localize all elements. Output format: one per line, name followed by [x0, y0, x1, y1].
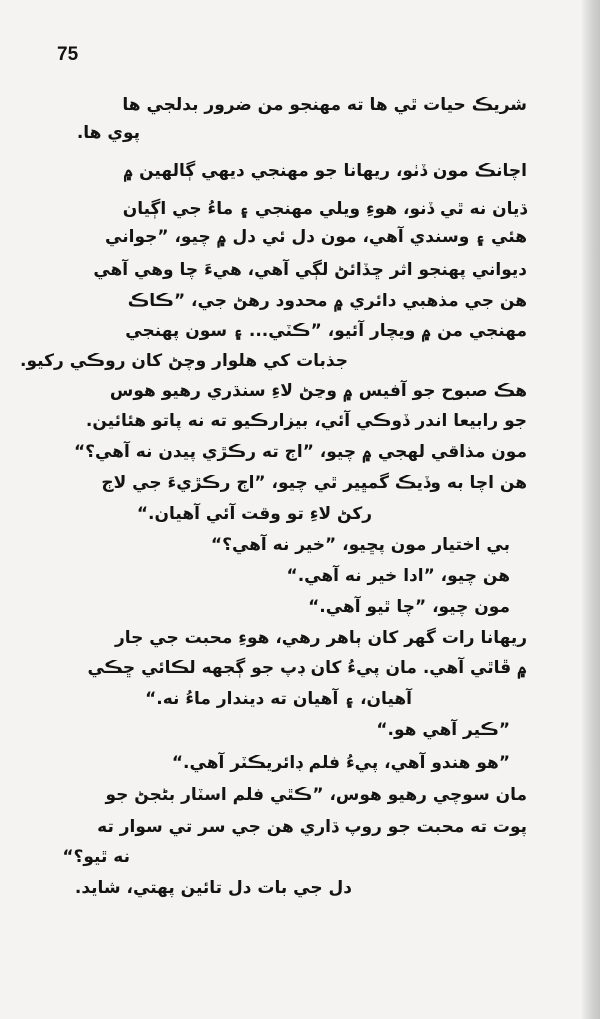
- text-line: هڪ صبوح جو آفيس ۾ وڃڻ لاءِ سنڌري رهيو هوس: [109, 381, 527, 401]
- text-line: جذبات کي هلوار وچڻ کان روڪي رکيو.: [20, 351, 348, 371]
- text-line: ”ڪير آهي هو.“: [376, 720, 510, 740]
- text-line: ديواني پهنجو اثر ڇڏائڻ لڳي آهي، هيءَ چا وهي آهي: [93, 260, 527, 280]
- text-line: ريهانا رات گهر کان ٻاهر رهي، هوءِ محبت جي جار: [114, 628, 527, 648]
- text-line: ”هو هندو آهي، پيءُ فلم ڊائريڪٽر آهي.“: [171, 753, 510, 773]
- text-line: مون مذاقي لهجي ۾ چيو، ”اڄ ته رڪڙي پيدن نه آهي؟“: [73, 442, 527, 462]
- text-line: مان سوچي رهيو هوس، ”ڪٿي فلم اسٽار بڻجڻ جو: [105, 785, 527, 805]
- text-line: هن جي مذهبي دائري ۾ محدود رهڻ جي، ”ڪاڪ: [127, 291, 527, 311]
- text-line: مون چيو، ”چا ٿيو آهي.“: [308, 597, 510, 617]
- text-line: ۾ ڦاٿي آهي. مان پيءُ کان ڊپ جو ڳجهه لڪائي ڇڪي: [87, 658, 527, 678]
- text-line: آهيان، ۽ آهيان ته ديندار ماءُ نه.“: [145, 689, 412, 709]
- text-line: هن چيو، ”ادا خير نه آهي.“: [286, 566, 510, 586]
- text-line: رکڻ لاءِ تو وقت آئي آهيان.“: [136, 504, 372, 524]
- text-line: پوت ته محبت جو روپ ڌاري هن جي سر تي سوار ته: [97, 817, 527, 837]
- text-line: ڌيان نه ٿي ڏنو، هوءِ ويلي مهنجي ۽ ماءُ جي اڳيان: [122, 199, 527, 219]
- text-line: بي اختيار مون پڇيو، ”خير نه آهي؟“: [210, 535, 510, 555]
- text-line: جو رابيعا اندر ڏوڪي آئي، بيزارڪيو ته نه پاتو هئائين.: [85, 411, 527, 431]
- text-line: هئي ۽ وسندي آهي، مون دل ئي دل ۾ چيو، ”جواني: [105, 227, 527, 247]
- text-line: اچانڪ مون ڏٺو، ريهانا جو مهنجي ديهي ڳالهين ۾: [123, 161, 527, 181]
- text-line: شريڪ حيات ٿي ها ته مهنجو من ضرور بدلجي ها: [122, 95, 527, 115]
- page-number: 75: [57, 44, 79, 65]
- text-line: هن اچا به وڏيڪ گمڀير ٿي چيو، ”اڄ رڪڙيءَ جي لاڄ: [101, 473, 527, 493]
- text-line: پوي ها.: [76, 123, 140, 143]
- text-line: دل جي بات دل تائين پهتي، شايد.: [74, 878, 352, 898]
- text-line: نه ٿيو؟“: [62, 847, 130, 867]
- text-line: مهنجي من ۾ ويچار آئيو، ”ڪٽي... ۽ سون پهنجي: [125, 321, 527, 341]
